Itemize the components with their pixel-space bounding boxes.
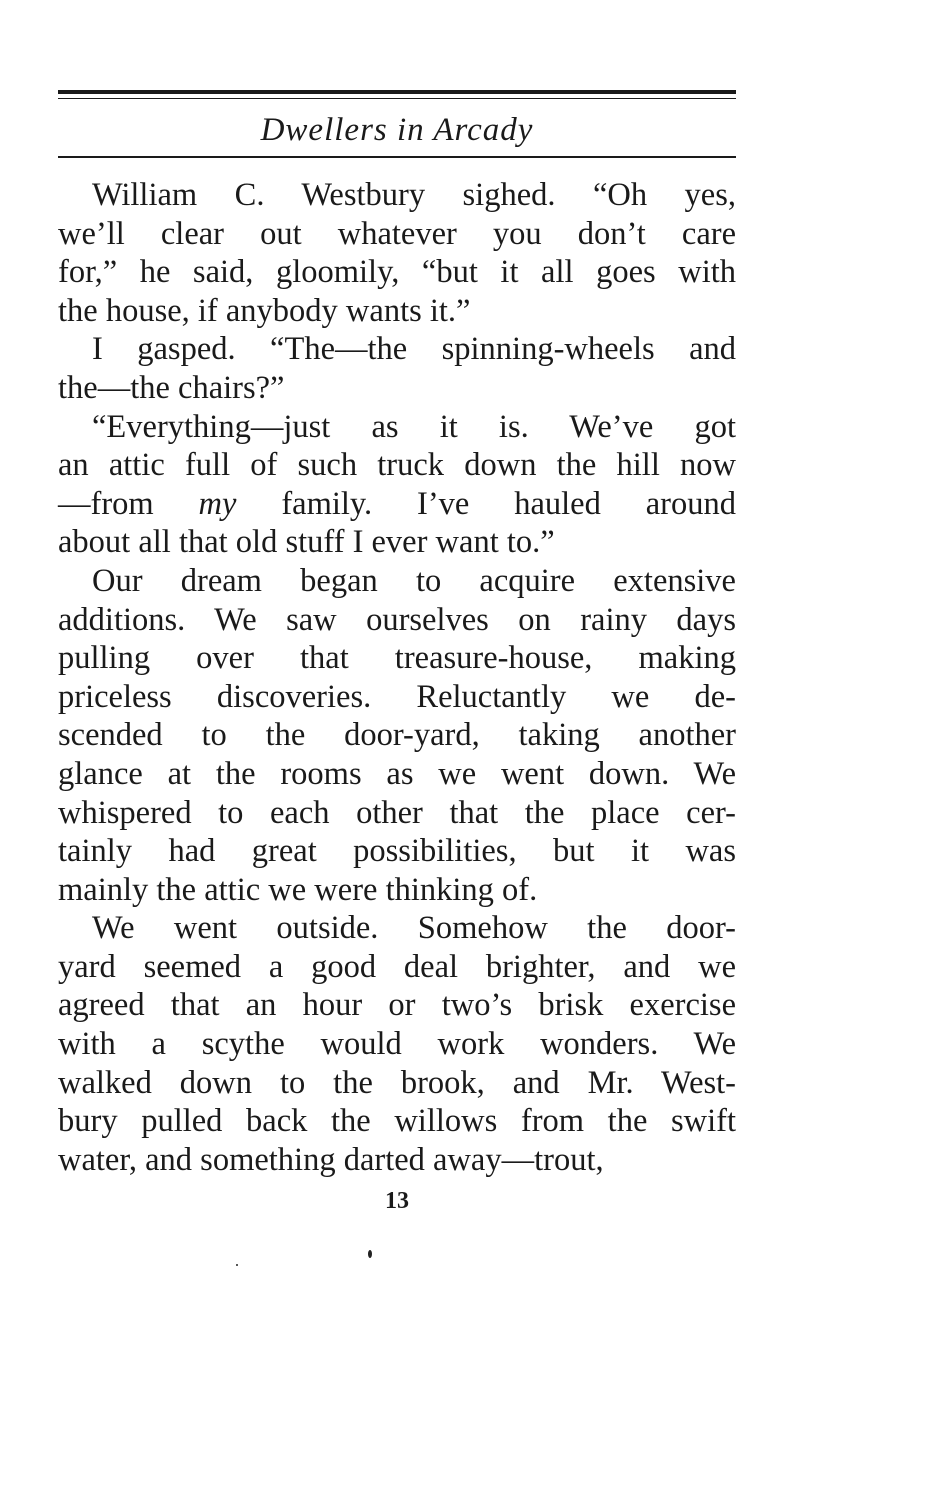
top-double-rule xyxy=(58,90,736,99)
text-line: I gasped. “The—the spinning-wheels and xyxy=(92,331,736,368)
text-line: we’ll clear out whatever you don’t care xyxy=(58,215,736,252)
paragraph xyxy=(58,330,736,407)
text-line: the house, if anybody wants it.” xyxy=(58,292,471,329)
text-line: glance at the rooms as we went down. We xyxy=(58,755,736,792)
text-line: an attic full of such truck down the hill now xyxy=(58,447,736,484)
text-line: yard seemed a good deal brighter, and we xyxy=(58,948,736,985)
header-rule xyxy=(58,156,736,158)
text-line: pulling over that treasure-house, making xyxy=(58,640,736,677)
text-line: water, and something darted away—trout, xyxy=(58,1141,604,1178)
paragraph xyxy=(58,176,736,330)
text-line: William C. Westbury sighed. “Oh yes, xyxy=(92,177,736,213)
text-line: “Everything—just as it is. We’ve got xyxy=(92,408,736,445)
page-number: 13 xyxy=(385,1188,409,1214)
text-line: Our dream began to acquire extensive xyxy=(92,562,736,599)
text-line: agreed that an hour or two’s brisk exercise xyxy=(58,987,736,1024)
text-line: mainly the attic we were thinking of. xyxy=(58,871,538,908)
paragraph xyxy=(58,562,736,909)
text-line: the—the chairs?” xyxy=(58,369,285,406)
text-line: scended to the door-yard, taking another xyxy=(58,717,736,754)
text-line: walked down to the brook, and Mr. West- xyxy=(58,1064,736,1101)
text-line: whispered to each other that the place cer- xyxy=(58,794,736,831)
text-line: tainly had great possibilities, but it was xyxy=(58,833,736,870)
running-head: Dwellers in Arcady xyxy=(260,112,534,148)
text-line: about all that old stuff I ever want to.” xyxy=(58,524,555,561)
paragraph xyxy=(58,909,736,1179)
body-text xyxy=(58,176,736,1179)
text-line: additions. We saw ourselves on rainy days xyxy=(58,601,736,638)
text-line: priceless discoveries. Reluctantly we de- xyxy=(58,678,736,715)
text-line: We went outside. Somehow the door- xyxy=(92,910,736,947)
italic-word: my xyxy=(198,485,237,522)
text-line: —from my family. I’ve hauled around xyxy=(58,485,736,522)
ink-speck xyxy=(368,1250,372,1258)
ink-speck xyxy=(236,1264,238,1266)
paragraph xyxy=(58,408,736,562)
text-line: with a scythe would work wonders. We xyxy=(58,1026,736,1063)
text-line: for,” he said, gloomily, “but it all goes with xyxy=(58,254,736,291)
text-line: bury pulled back the willows from the swift xyxy=(58,1103,736,1140)
